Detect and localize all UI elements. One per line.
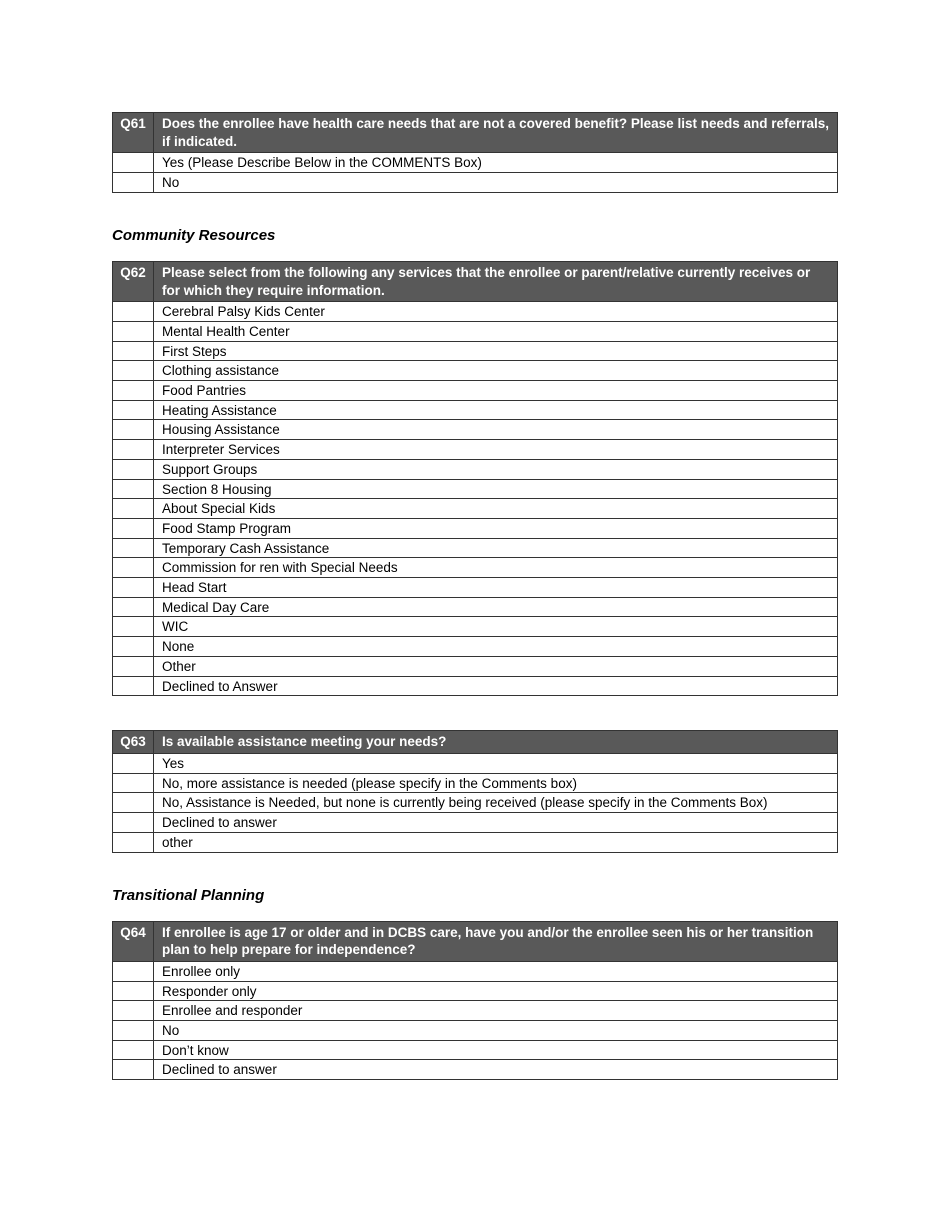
answer-checkbox-cell[interactable] (113, 1040, 154, 1060)
answer-option-row[interactable] (113, 617, 838, 637)
answer-option-row[interactable] (113, 753, 838, 773)
answer-option-row[interactable] (113, 341, 838, 361)
question-header-row (113, 921, 838, 961)
answer-option-label: Clothing assistance (154, 361, 838, 381)
answer-option-label: First Steps (154, 341, 838, 361)
question-header-row (113, 113, 838, 153)
answer-checkbox-cell[interactable] (113, 302, 154, 322)
answer-option-label: Yes (Please Describe Below in the COMMENTS Box) (154, 153, 838, 173)
question-number: Q64 (113, 921, 154, 961)
answer-option-row[interactable] (113, 773, 838, 793)
answer-checkbox-cell[interactable] (113, 479, 154, 499)
answer-option-label: No (154, 1021, 838, 1041)
answer-option-label: Housing Assistance (154, 420, 838, 440)
answer-option-label: WIC (154, 617, 838, 637)
answer-option-label: No (154, 173, 838, 193)
answer-checkbox-cell[interactable] (113, 981, 154, 1001)
answer-option-label: No, Assistance is Needed, but none is currently being received (please specify in the Comments Box) (154, 793, 838, 813)
answer-option-row[interactable] (113, 153, 838, 173)
question-number: Q62 (113, 261, 154, 301)
answer-option-row[interactable] (113, 381, 838, 401)
answer-checkbox-cell[interactable] (113, 793, 154, 813)
answer-checkbox-cell[interactable] (113, 321, 154, 341)
question-number: Q63 (113, 731, 154, 754)
answer-option-label: Mental Health Center (154, 321, 838, 341)
question-header-row (113, 731, 838, 754)
answer-checkbox-cell[interactable] (113, 637, 154, 657)
answer-checkbox-cell[interactable] (113, 753, 154, 773)
answer-option-label: Section 8 Housing (154, 479, 838, 499)
answer-option-label: About Special Kids (154, 499, 838, 519)
answer-checkbox-cell[interactable] (113, 173, 154, 193)
answer-checkbox-cell[interactable] (113, 459, 154, 479)
answer-option-row[interactable] (113, 321, 838, 341)
answer-option-row[interactable] (113, 499, 838, 519)
answer-checkbox-cell[interactable] (113, 440, 154, 460)
answer-option-label: Responder only (154, 981, 838, 1001)
spacer (112, 696, 838, 730)
question-table-q62 (112, 261, 838, 696)
answer-option-row[interactable] (113, 676, 838, 696)
answer-checkbox-cell[interactable] (113, 617, 154, 637)
answer-checkbox-cell[interactable] (113, 361, 154, 381)
answer-option-label: Enrollee and responder (154, 1001, 838, 1021)
answer-checkbox-cell[interactable] (113, 538, 154, 558)
answer-option-row[interactable] (113, 361, 838, 381)
answer-checkbox-cell[interactable] (113, 597, 154, 617)
spacer (112, 853, 838, 887)
answer-option-label: Temporary Cash Assistance (154, 538, 838, 558)
answer-option-label: Declined to answer (154, 813, 838, 833)
answer-option-row[interactable] (113, 440, 838, 460)
answer-checkbox-cell[interactable] (113, 400, 154, 420)
answer-option-label: Support Groups (154, 459, 838, 479)
answer-option-label: Commission for ren with Special Needs (154, 558, 838, 578)
answer-option-row[interactable] (113, 793, 838, 813)
answer-checkbox-cell[interactable] (113, 656, 154, 676)
answer-option-row[interactable] (113, 420, 838, 440)
answer-option-label: Food Pantries (154, 381, 838, 401)
answer-option-row[interactable] (113, 1060, 838, 1080)
answer-option-row[interactable] (113, 479, 838, 499)
answer-checkbox-cell[interactable] (113, 558, 154, 578)
answer-checkbox-cell[interactable] (113, 1060, 154, 1080)
spacer (112, 193, 838, 227)
question-table-q63 (112, 730, 838, 852)
answer-option-row[interactable] (113, 400, 838, 420)
q64-body (113, 921, 838, 1080)
answer-option-label: Interpreter Services (154, 440, 838, 460)
answer-checkbox-cell[interactable] (113, 773, 154, 793)
section-title-transitional-planning: Transitional Planning (112, 886, 265, 904)
q62-body (113, 261, 838, 695)
answer-option-row[interactable] (113, 459, 838, 479)
answer-option-row[interactable] (113, 981, 838, 1001)
question-header-row (113, 261, 838, 301)
q63-body (113, 731, 838, 852)
q61-body (113, 113, 838, 193)
answer-option-label: Medical Day Care (154, 597, 838, 617)
answer-option-row[interactable] (113, 1021, 838, 1041)
answer-checkbox-cell[interactable] (113, 381, 154, 401)
answer-option-label: other (154, 832, 838, 852)
question-text: If enrollee is age 17 or older and in DCBS care, have you and/or the enrollee seen his or her transition plan to help prepare for independence? (154, 921, 838, 961)
section-title-community-resources: Community Resources (112, 226, 276, 244)
answer-option-row[interactable] (113, 538, 838, 558)
answer-option-row[interactable] (113, 1040, 838, 1060)
answer-option-row[interactable] (113, 656, 838, 676)
answer-option-row[interactable] (113, 302, 838, 322)
answer-checkbox-cell[interactable] (113, 676, 154, 696)
answer-option-label: Don’t know (154, 1040, 838, 1060)
question-table-q64 (112, 921, 838, 1081)
answer-checkbox-cell[interactable] (113, 518, 154, 538)
answer-checkbox-cell[interactable] (113, 832, 154, 852)
answer-option-label: None (154, 637, 838, 657)
answer-option-row[interactable] (113, 1001, 838, 1021)
section-header-community (112, 227, 838, 261)
answer-option-label: Declined to answer (154, 1060, 838, 1080)
question-table-q61 (112, 112, 838, 193)
answer-option-row[interactable] (113, 173, 838, 193)
answer-option-row[interactable] (113, 961, 838, 981)
answer-checkbox-cell[interactable] (113, 341, 154, 361)
answer-checkbox-cell[interactable] (113, 499, 154, 519)
answer-option-row[interactable] (113, 637, 838, 657)
answer-option-row[interactable] (113, 518, 838, 538)
answer-option-row[interactable] (113, 597, 838, 617)
section-header-transitional (112, 887, 838, 921)
answer-checkbox-cell[interactable] (113, 1001, 154, 1021)
question-number: Q61 (113, 113, 154, 153)
answer-option-label: Other (154, 656, 838, 676)
answer-option-label: Heating Assistance (154, 400, 838, 420)
answer-option-row[interactable] (113, 578, 838, 598)
question-text: Is available assistance meeting your needs? (154, 731, 838, 754)
answer-option-label: No, more assistance is needed (please specify in the Comments box) (154, 773, 838, 793)
answer-checkbox-cell[interactable] (113, 961, 154, 981)
answer-option-label: Declined to Answer (154, 676, 838, 696)
answer-option-label: Cerebral Palsy Kids Center (154, 302, 838, 322)
question-text: Please select from the following any services that the enrollee or parent/relative currently receives or for which they require information. (154, 261, 838, 301)
answer-option-label: Yes (154, 753, 838, 773)
answer-checkbox-cell[interactable] (113, 578, 154, 598)
answer-option-label: Head Start (154, 578, 838, 598)
answer-checkbox-cell[interactable] (113, 153, 154, 173)
answer-option-label: Enrollee only (154, 961, 838, 981)
answer-option-label: Food Stamp Program (154, 518, 838, 538)
answer-option-row[interactable] (113, 832, 838, 852)
survey-page (112, 112, 838, 1080)
answer-checkbox-cell[interactable] (113, 420, 154, 440)
answer-checkbox-cell[interactable] (113, 1021, 154, 1041)
question-text: Does the enrollee have health care needs that are not a covered benefit? Please list needs and referrals, if indicated. (154, 113, 838, 153)
answer-option-row[interactable] (113, 813, 838, 833)
answer-checkbox-cell[interactable] (113, 813, 154, 833)
answer-option-row[interactable] (113, 558, 838, 578)
